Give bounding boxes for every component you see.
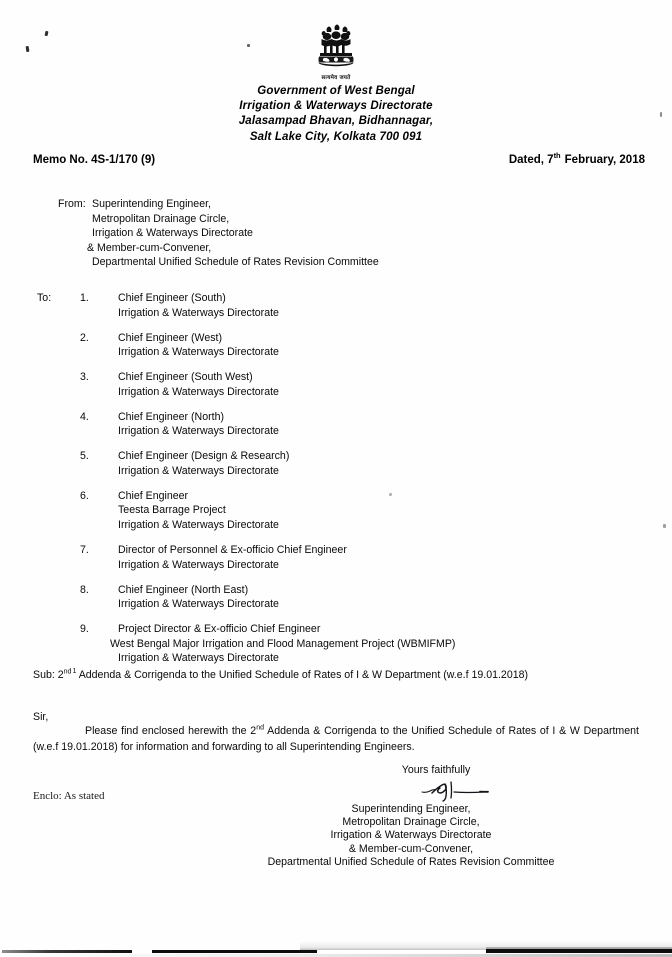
recipient-number: 1. <box>80 292 89 304</box>
subject-prefix: Sub: 2 <box>33 669 64 681</box>
recipient-number: 2. <box>80 331 89 344</box>
recipient-list <box>80 291 455 666</box>
recipient-item <box>80 583 455 612</box>
body-text-part1: Please find enclosed herewith the 2 <box>85 725 257 737</box>
recipient-lines <box>118 291 279 320</box>
recipient-lines <box>118 449 289 478</box>
to-label: To: <box>37 292 52 304</box>
recipient-item <box>80 331 455 360</box>
from-line-circle: Metropolitan Drainage Circle, <box>92 212 230 225</box>
recipient-number: 3. <box>80 371 89 384</box>
signatory-committee: Departmental Unified Schedule of Rates Revision Committee <box>267 855 555 868</box>
recipient-line: Irrigation & Waterways Directorate <box>118 464 279 477</box>
from-line-convener: & Member-cum-Convener, <box>87 241 212 254</box>
recipient-line: Chief Engineer (West) <box>118 331 223 344</box>
from-line-directorate: Irrigation & Waterways Directorate <box>92 227 253 240</box>
recipient-number: 6. <box>80 489 89 502</box>
subject-rest: Addenda & Corrigenda to the Unified Schedule of Rates of I & W Department (w.e.f 19.01.2018) <box>78 669 529 681</box>
recipient-line: Chief Engineer (North) <box>118 410 224 423</box>
recipient-item <box>80 449 455 478</box>
scan-speckle <box>663 524 666 528</box>
recipient-number: 7. <box>80 544 89 557</box>
from-label: From: <box>58 198 86 210</box>
letterhead <box>0 84 672 145</box>
recipient-lines <box>118 410 279 439</box>
recipient-number: 8. <box>80 583 89 596</box>
yours-faithfully: Yours faithfully <box>401 764 471 776</box>
signatory-circle: Metropolitan Drainage Circle, <box>342 816 480 829</box>
national-emblem-block <box>0 22 672 81</box>
body-ordinal: nd <box>256 724 264 732</box>
letterhead-line-city: Salt Lake City, Kolkata 700 091 <box>249 130 423 143</box>
recipient-item <box>80 622 455 666</box>
recipient-item <box>80 370 455 399</box>
recipient-line: Project Director & Ex-officio Chief Engineer <box>118 623 321 636</box>
emblem-motto: सत्यमेव जयते <box>321 75 351 81</box>
recipient-line: Irrigation & Waterways Directorate <box>118 425 279 438</box>
recipient-lines <box>118 489 279 533</box>
recipient-line: Chief Engineer (South West) <box>118 371 253 384</box>
scan-bar <box>2 950 132 953</box>
from-line-designation: Superintending Engineer, <box>92 198 211 210</box>
recipient-number: 9. <box>80 623 89 636</box>
from-line-committee: Departmental Unified Schedule of Rates Revision Committee <box>92 256 379 269</box>
subject-footnote-mark: 1 <box>72 668 77 676</box>
signatory-convener: & Member-cum-Convener, <box>348 842 474 855</box>
from-lines <box>87 197 379 270</box>
signatory-directorate: Irrigation & Waterways Directorate <box>330 829 492 842</box>
recipient-lines <box>118 331 279 360</box>
recipient-line: Irrigation & Waterways Directorate <box>118 306 279 319</box>
recipient-number: 4. <box>80 410 89 423</box>
memo-header-row <box>33 151 645 166</box>
recipient-line: Chief Engineer <box>118 489 189 502</box>
scan-bar <box>486 949 672 953</box>
subject-line <box>33 669 528 681</box>
recipient-line: Irrigation & Waterways Directorate <box>118 652 279 665</box>
recipient-number: 5. <box>80 450 89 463</box>
enclosure-note: Enclo: As stated <box>33 790 105 802</box>
letterhead-line-government: Government of West Bengal <box>257 85 415 97</box>
recipient-line: Irrigation & Waterways Directorate <box>118 385 279 398</box>
memo-date-prefix: Dated, 7 <box>508 154 554 166</box>
recipient-line: Chief Engineer (Design & Research) <box>118 450 290 463</box>
recipient-lines <box>110 622 456 666</box>
recipient-item <box>80 291 455 320</box>
signatory-designation: Superintending Engineer, <box>351 803 471 815</box>
memo-date <box>508 151 645 166</box>
recipient-line: Irrigation & Waterways Directorate <box>118 598 279 611</box>
to-block <box>37 291 455 676</box>
signature-designation-block <box>0 803 672 869</box>
salutation: Sir, <box>33 711 49 723</box>
recipient-lines <box>118 583 279 612</box>
from-block <box>58 197 379 270</box>
memo-date-ordinal: th <box>553 151 561 161</box>
letterhead-line-directorate: Irrigation & Waterways Directorate <box>239 100 433 113</box>
memo-number: Memo No. 4S-1/170 (9) <box>33 154 156 166</box>
recipient-line: Irrigation & Waterways Directorate <box>118 519 279 532</box>
body-text-part2: Addenda & Corrigenda to the Unified Schedule of Rates of I & W Department (w.e.f 19.01.2018) for information and forwarding to all Superintending Engineers. <box>33 725 639 754</box>
body-paragraph <box>33 723 639 756</box>
handwritten-signature-icon <box>418 778 514 804</box>
recipient-line: Teesta Barrage Project <box>118 504 226 517</box>
recipient-line: Director of Personnel & Ex-officio Chief Engineer <box>118 544 347 557</box>
recipient-item <box>80 410 455 439</box>
recipient-lines <box>118 543 347 572</box>
recipient-line: Irrigation & Waterways Directorate <box>118 346 279 359</box>
memo-date-rest: February, 2018 <box>564 154 645 166</box>
recipient-line: Chief Engineer (North East) <box>118 583 249 596</box>
recipient-line: Irrigation & Waterways Directorate <box>118 558 279 571</box>
letterhead-line-address: Jalasampad Bhavan, Bidhannagar, <box>238 115 434 128</box>
subject-ordinal: nd <box>63 668 72 676</box>
recipient-item <box>80 489 455 533</box>
recipient-item <box>80 543 455 572</box>
scan-bar <box>152 950 317 953</box>
recipient-lines <box>118 370 279 399</box>
ashoka-lion-capital-icon <box>313 22 359 72</box>
recipient-line: Chief Engineer (South) <box>118 292 226 304</box>
recipient-line: West Bengal Major Irrigation and Flood Management Project (WBMIFMP) <box>110 637 456 650</box>
